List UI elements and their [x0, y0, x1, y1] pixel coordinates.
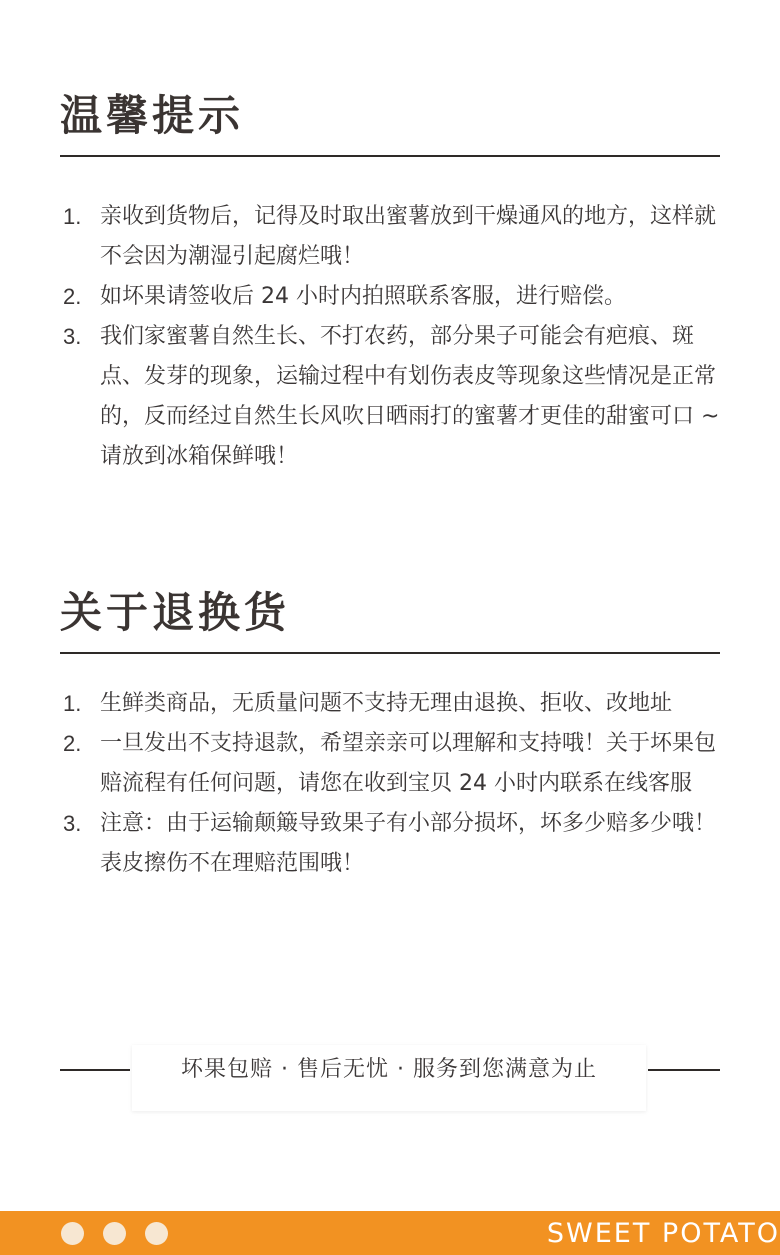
brand-bar	[0, 1211, 780, 1255]
warm-tips-section	[60, 91, 720, 477]
tagline-left-rule	[60, 1069, 130, 1071]
list-item-number: 1.	[63, 204, 82, 229]
list-item-number: 1.	[63, 691, 82, 716]
list-item	[60, 277, 720, 317]
list-item	[60, 804, 720, 884]
brand-name: SWEET POTATO	[546, 1218, 780, 1249]
dot-icon	[61, 1222, 84, 1245]
list-item-text: 亲收到货物后，记得及时取出蜜薯放到干燥通风的地方，这样就不会因为潮湿引起腐烂哦！	[100, 204, 717, 269]
tagline-box	[132, 1045, 646, 1111]
list-item-number: 2.	[63, 284, 82, 309]
warm-tips-list	[60, 197, 720, 477]
returns-list	[60, 684, 720, 884]
tagline-text: 坏果包赔 · 售后无忧 · 服务到您满意为止	[181, 1057, 597, 1082]
list-item-text: 如坏果请签收后 24 小时内拍照联系客服，进行赔偿。	[100, 284, 626, 309]
list-item-number: 3.	[63, 324, 82, 349]
warm-tips-divider	[60, 155, 720, 157]
returns-divider	[60, 652, 720, 654]
list-item-text: 我们家蜜薯自然生长、不打农药，部分果子可能会有疤痕、斑点、发芽的现象，运输过程中有划伤表皮等现象这些情况是正常的，反而经过自然生长风吹日晒雨打的蜜薯才更佳的甜蜜可口 ~ 请放到冰箱保鲜哦！	[100, 324, 720, 469]
list-item-text: 一旦发出不支持退款，希望亲亲可以理解和支持哦！关于坏果包赔流程有任何问题，请您在收到宝贝 24 小时内联系在线客服	[100, 731, 717, 796]
returns-title: 关于退换货	[60, 588, 291, 637]
list-item	[60, 197, 720, 277]
list-item-text: 注意：由于运输颠簸导致果子有小部分损坏，坏多少赔多少哦！表皮擦伤不在理赔范围哦！	[100, 811, 717, 876]
dot-icon	[103, 1222, 126, 1245]
returns-section	[60, 588, 720, 884]
tagline-right-rule	[648, 1069, 720, 1071]
list-item-number: 2.	[63, 731, 82, 756]
dot-icon	[145, 1222, 168, 1245]
list-item	[60, 724, 720, 804]
list-item	[60, 317, 720, 477]
list-item	[60, 684, 720, 724]
list-item-text: 生鲜类商品，无质量问题不支持无理由退换、拒收、改地址	[100, 691, 673, 716]
service-tagline	[60, 1045, 720, 1111]
list-item-number: 3.	[63, 811, 82, 836]
warm-tips-title: 温馨提示	[60, 91, 245, 140]
